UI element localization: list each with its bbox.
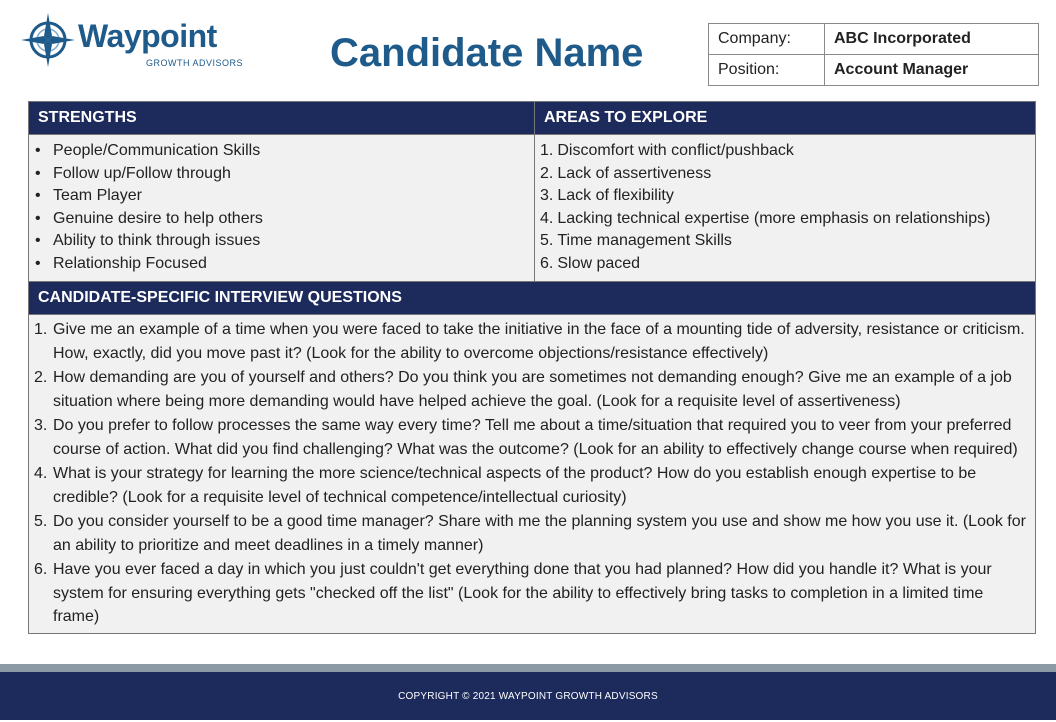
- area-text: Time management Skills: [557, 232, 732, 249]
- company-row: [709, 24, 1039, 55]
- question-text: Give me an example of a time when you were faced to take the initiative in the face of a mounting tide of adversity, resistance or criticism. How, exactly, did you move past it? (Look for the ability to overcome objections/resistance effectively): [53, 321, 1025, 362]
- area-text: Discomfort with conflict/pushback: [557, 142, 794, 159]
- question-number: 5.: [34, 513, 48, 530]
- questions-cell: [29, 315, 1036, 634]
- strengths-cell: [29, 135, 535, 282]
- area-number: 2.: [540, 164, 554, 182]
- strength-item: • People/Communication Skills: [34, 140, 528, 163]
- question-item: [34, 318, 1027, 365]
- strength-item: • Relationship Focused: [34, 253, 528, 276]
- candidate-info-table: [708, 23, 1039, 86]
- strength-item: • Team Player: [34, 185, 528, 208]
- area-text: Lack of assertiveness: [557, 164, 712, 182]
- questions-header: CANDIDATE-SPECIFIC INTERVIEW QUESTIONS: [29, 282, 1036, 315]
- area-number: 6.: [540, 254, 554, 272]
- footer-stripe: [0, 664, 1056, 672]
- company-value: ABC Incorporated: [825, 24, 1039, 55]
- question-text: Do you prefer to follow processes the same way every time? Tell me about a time/situation that required you to veer from your preferred course of action. What did you find challenging? What was the outcome? (Look for an ability to effectively change course when required): [53, 417, 1018, 458]
- question-text: What is your strategy for learning the more science/technical aspects of the product? How do you establish enough expertise to be credible? (Look for a requisite level of technical competence/intellectual curiosity): [53, 465, 977, 506]
- area-item: [540, 163, 1029, 186]
- question-number: 4.: [34, 465, 48, 482]
- question-text: How demanding are you of yourself and others? Do you think you are sometimes not demanding enough? Give me an example of a job situation where being more demanding would have helped achieve the goal. (Look for a requisite level of assertiveness): [53, 369, 1012, 410]
- areas-cell: [535, 135, 1036, 282]
- strengths-list: [34, 140, 528, 275]
- question-item: [34, 462, 1027, 509]
- question-item: [34, 558, 1027, 629]
- position-label: Position:: [709, 55, 825, 86]
- question-number: 3.: [34, 417, 48, 434]
- area-number: 3.: [540, 187, 554, 204]
- question-text: Do you consider yourself to be a good time manager? Share with me the planning system you use and show me how you use it. (Look for an ability to prioritize and meet deadlines in a timely manner): [53, 513, 1026, 554]
- area-number: 1.: [540, 142, 554, 159]
- area-item: [540, 140, 1029, 163]
- logo-tagline: GROWTH ADVISORS: [146, 58, 244, 68]
- question-item: [34, 414, 1027, 461]
- area-text: Slow paced: [557, 254, 641, 272]
- strength-item: • Follow up/Follow through: [34, 163, 528, 186]
- question-item: [34, 366, 1027, 413]
- position-row: [709, 55, 1039, 86]
- page-title: Candidate Name: [330, 31, 644, 75]
- question-text: Have you ever faced a day in which you just couldn't get everything done that you had planned? How did you handle it? What is your system for ensuring everything gets "checked off the list" (Look for the ability to effectively bring tasks to completion in a limited time frame): [53, 561, 992, 625]
- strengths-header: STRENGTHS: [29, 102, 535, 135]
- areas-header: AREAS TO EXPLORE: [535, 102, 1036, 135]
- logo-wordmark: Waypoint: [78, 18, 217, 54]
- area-number: 4.: [540, 209, 554, 227]
- question-number: 2.: [34, 369, 48, 386]
- area-item: [540, 185, 1029, 208]
- compass-icon: [20, 12, 76, 68]
- company-label: Company:: [709, 24, 825, 55]
- question-item: [34, 510, 1027, 557]
- area-item: [540, 230, 1029, 253]
- waypoint-logo: [20, 12, 250, 72]
- strength-item: • Genuine desire to help others: [34, 208, 528, 231]
- area-number: 5.: [540, 232, 554, 249]
- position-value: Account Manager: [825, 55, 1039, 86]
- question-number: 6.: [34, 561, 48, 578]
- areas-list: [540, 140, 1029, 275]
- copyright-footer: COPYRIGHT © 2021 WAYPOINT GROWTH ADVISORS: [0, 672, 1056, 720]
- assessment-grid: [28, 101, 1036, 634]
- area-item: [540, 253, 1029, 276]
- strength-item: • Ability to think through issues: [34, 230, 528, 253]
- area-text: Lack of flexibility: [557, 187, 674, 204]
- area-text: Lacking technical expertise (more emphasis on relationships): [557, 209, 991, 227]
- area-item: [540, 208, 1029, 231]
- question-number: 1.: [34, 321, 48, 338]
